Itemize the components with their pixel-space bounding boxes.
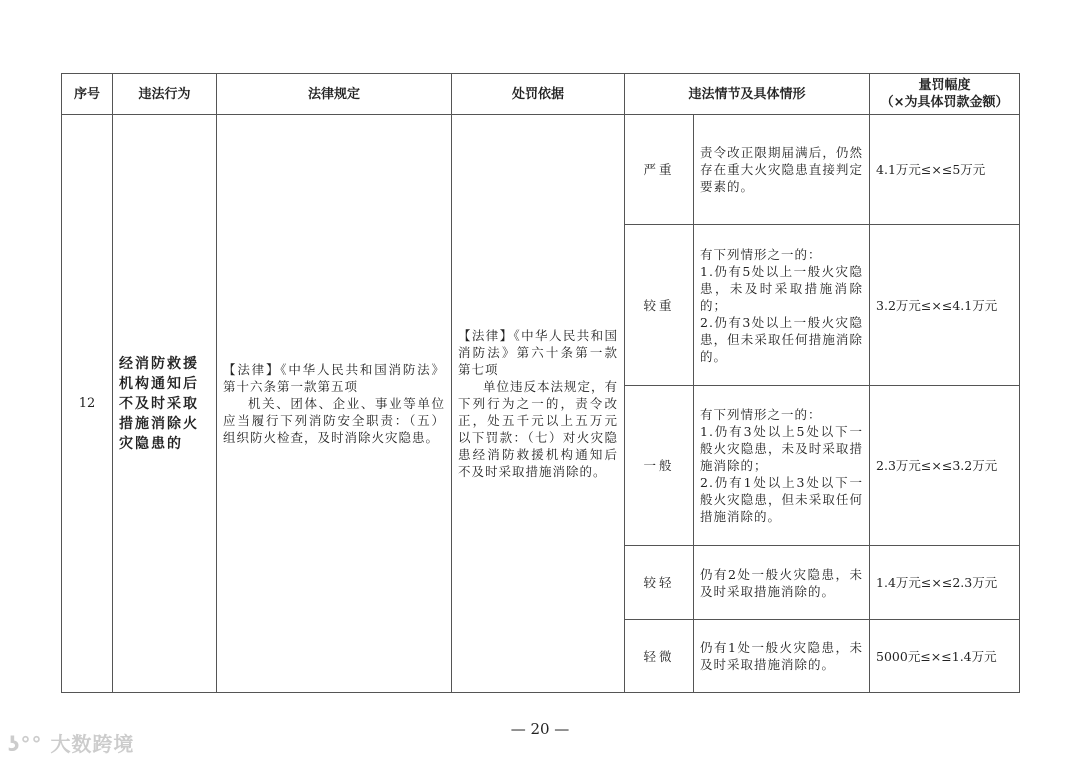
- basis-body: 单位违反本法规定，有下列行为之一的，责令改正，处五千元以上五万元以下罚款：（七）对火灾隐患经消防救援机构通知后不及时采取措施消除的。: [458, 379, 619, 479]
- header-behavior: 违法行为: [113, 74, 217, 115]
- level-range: 3.2万元≤×≤4.1万元: [870, 225, 1020, 386]
- header-circumstance: 违法情节及具体情形: [625, 74, 870, 115]
- basis-cell: [452, 115, 625, 693]
- law-title: 【法律】《中华人民共和国消防法》第十六条第一款第五项: [223, 362, 445, 394]
- seq-cell: 12: [62, 115, 113, 693]
- level-label: 一般: [625, 386, 694, 546]
- table-row: [62, 115, 1020, 225]
- header-row: [62, 74, 1020, 115]
- level-desc: 责令改正限期届满后，仍然存在重大火灾隐患直接判定要素的。: [694, 115, 870, 225]
- level-range: 5000元≤×≤1.4万元: [870, 620, 1020, 693]
- header-seq: 序号: [62, 74, 113, 115]
- level-range: 1.4万元≤×≤2.3万元: [870, 546, 1020, 620]
- header-law: 法律规定: [217, 74, 452, 115]
- law-body: 机关、团体、企业、事业等单位应当履行下列消防安全职责：（五）组织防火检查，及时消除火灾隐患。: [223, 396, 445, 445]
- level-label: 较重: [625, 225, 694, 386]
- level-label: 严重: [625, 115, 694, 225]
- basis-title: 【法律】《中华人民共和国消防法》第六十条第一款第七项: [458, 328, 618, 377]
- behavior-cell: 经消防救援机构通知后不及时采取措施消除火灾隐患的: [113, 115, 217, 693]
- header-range-title: 量罚幅度: [918, 78, 971, 93]
- header-range-note: （×为具体罚款金额）: [880, 95, 1009, 110]
- level-desc: 有下列情形之一的： 1.仍有5处以上一般火灾隐患，未及时采取措施消除的； 2.仍有3处以上一般火灾隐患，但未采取任何措施消除的。: [694, 225, 870, 386]
- header-range: [870, 74, 1020, 115]
- penalty-table: [61, 73, 1020, 693]
- level-desc: 仍有2处一般火灾隐患，未及时采取措施消除的。: [694, 546, 870, 620]
- page-number: — 20 —: [510, 720, 570, 738]
- header-basis: 处罚依据: [452, 74, 625, 115]
- level-label: 较轻: [625, 546, 694, 620]
- watermark-logo: [8, 728, 134, 757]
- level-label: 轻微: [625, 620, 694, 693]
- law-cell: [217, 115, 452, 693]
- level-range: 4.1万元≤×≤5万元: [870, 115, 1020, 225]
- watermark-icon: ʖ°°: [8, 732, 43, 756]
- level-desc: 仍有1处一般火灾隐患，未及时采取措施消除的。: [694, 620, 870, 693]
- watermark-text: 大数跨境: [50, 732, 135, 756]
- level-desc: 有下列情形之一的： 1.仍有3处以上5处以下一般火灾隐患，未及时采取措施消除的； 2.仍有1处以上3处以下一般火灾隐患，但未采取任何措施消除的。: [694, 386, 870, 546]
- level-range: 2.3万元≤×≤3.2万元: [870, 386, 1020, 546]
